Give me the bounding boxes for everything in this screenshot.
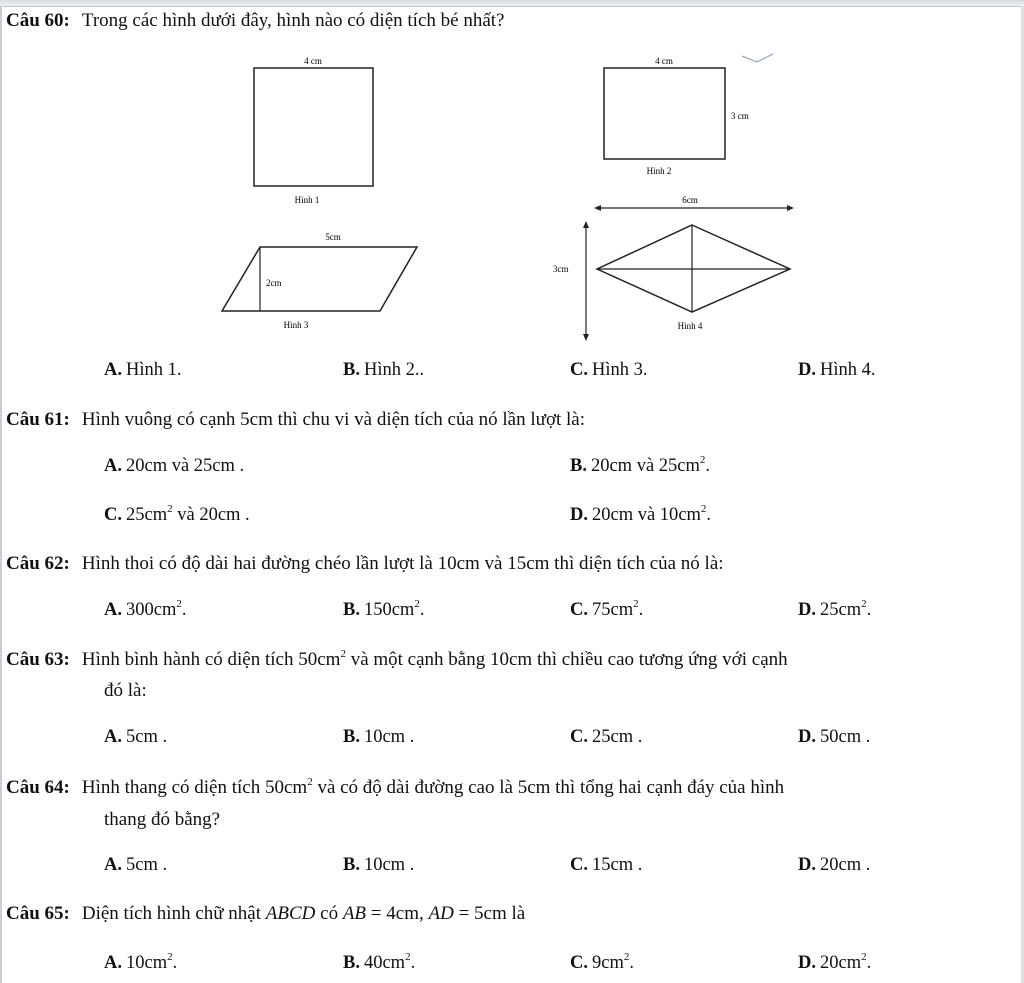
equation-ab: = 4cm, <box>366 903 429 924</box>
option-letter: C. <box>570 600 588 620</box>
rectangle-name: ABCD <box>265 903 316 924</box>
question-number: Câu 62: <box>6 553 70 574</box>
option-superscript: 2 <box>861 598 867 610</box>
option-letter: C. <box>570 727 588 747</box>
figure-2-top-label: 4 cm <box>655 56 673 66</box>
option-text: 20cm và 10 <box>592 505 679 525</box>
option-letter: A. <box>104 600 122 620</box>
option-letter: D. <box>798 360 816 380</box>
question-number: Câu 63: <box>6 649 70 670</box>
q65-option-b[interactable] <box>343 953 415 974</box>
q65-option-c[interactable] <box>570 953 634 974</box>
figure-3-height-label: 2cm <box>266 278 282 288</box>
q65-option-d[interactable] <box>798 953 871 974</box>
question-62 <box>6 553 724 575</box>
q61-option-b[interactable] <box>570 456 710 477</box>
option-suffix: . <box>866 953 872 973</box>
q64-option-d[interactable] <box>798 855 870 876</box>
q60-option-a[interactable] <box>104 360 182 381</box>
q61-option-c[interactable] <box>104 505 250 526</box>
option-text: Hình 4. <box>820 360 876 380</box>
option-letter: B. <box>343 855 360 875</box>
option-letter: A. <box>104 360 122 380</box>
question-number: Câu 65: <box>6 903 70 924</box>
option-superscript: 2 <box>623 951 630 963</box>
question-60 <box>6 10 504 32</box>
option-unit: cm <box>677 456 700 476</box>
option-superscript: 2 <box>167 951 173 963</box>
option-suffix: . <box>172 953 178 973</box>
question-number: Câu 61: <box>6 409 70 430</box>
question-superscript: 2 <box>340 648 346 660</box>
option-letter: A. <box>104 953 122 973</box>
option-text: 20cm . <box>820 855 871 875</box>
option-superscript: 2 <box>405 951 411 963</box>
figure-1-caption: Hình 1 <box>294 195 320 205</box>
option-text: 9cm <box>592 953 624 973</box>
q60-option-c[interactable] <box>570 360 648 381</box>
option-text: 20cm và 25 <box>590 456 678 476</box>
option-text: 5cm . <box>126 855 168 875</box>
option-text: 40cm <box>363 953 406 973</box>
option-text: 20cm <box>820 953 862 973</box>
q60-option-b[interactable] <box>343 360 424 381</box>
option-text: 150cm <box>363 600 415 620</box>
option-superscript: 2 <box>414 598 420 610</box>
option-letter: C. <box>570 360 588 380</box>
option-letter: D. <box>798 953 816 973</box>
q64-option-b[interactable] <box>343 855 414 876</box>
chevron-down-icon <box>742 54 773 62</box>
option-suffix: . <box>410 953 416 973</box>
question-superscript: 2 <box>307 776 313 788</box>
q64-option-a[interactable] <box>104 855 167 876</box>
option-suffix: và 20cm . <box>172 505 250 525</box>
option-superscript: 2 <box>861 951 867 963</box>
option-letter: B. <box>343 727 360 747</box>
question-text-continued: và một cạnh bằng 10cm thì chiều cao tương ứng với cạnh <box>345 649 788 670</box>
segment-ad: AD <box>428 903 454 924</box>
q64-option-c[interactable] <box>570 855 642 876</box>
option-unit: cm <box>678 505 701 525</box>
option-unit: cm <box>144 505 168 525</box>
q63-option-b[interactable] <box>343 727 414 748</box>
option-superscript: 2 <box>176 598 182 610</box>
question-number: Câu 64: <box>6 777 70 798</box>
question-text-mid: có <box>315 903 343 924</box>
q63-option-d[interactable] <box>798 727 870 748</box>
option-text: Hình 3. <box>592 360 648 380</box>
question-text: Hình bình hành có diện tích 50cm <box>81 649 341 670</box>
question-64-line-2: thang đó bằng? <box>104 809 221 830</box>
q63-option-a[interactable] <box>104 727 167 748</box>
window-top-bar <box>0 0 1024 7</box>
question-63-line-2: đó là: <box>104 680 147 701</box>
figure-3-parallelogram <box>222 232 417 330</box>
option-text: 10cm . <box>363 855 415 875</box>
q62-option-a[interactable] <box>104 600 186 621</box>
q62-option-c[interactable] <box>570 600 643 621</box>
question-text-end: là <box>506 903 526 924</box>
option-letter: D. <box>798 855 816 875</box>
option-text: 15cm . <box>592 855 643 875</box>
figure-1-square <box>254 56 373 205</box>
option-letter: B. <box>343 600 360 620</box>
option-superscript: 2 <box>700 503 707 515</box>
figure-4-left-label: 3cm <box>553 264 569 274</box>
q62-option-b[interactable] <box>343 600 424 621</box>
q62-option-d[interactable] <box>798 600 871 621</box>
question-61 <box>6 409 585 431</box>
q61-option-a[interactable] <box>104 456 244 477</box>
option-text: 10cm <box>126 953 168 973</box>
segment-ab: AB <box>342 903 367 924</box>
option-superscript: 2 <box>633 598 639 610</box>
equation-ad: = 5cm <box>453 903 507 924</box>
option-letter: D. <box>798 727 816 747</box>
option-letter: A. <box>104 855 122 875</box>
figure-2-right-label: 3 cm <box>731 111 749 121</box>
option-letter: B. <box>343 360 360 380</box>
option-text: Hình 2.. <box>363 360 425 380</box>
question-63 <box>6 649 788 671</box>
question-number: Câu 60: <box>6 10 70 31</box>
option-suffix: . <box>419 600 425 620</box>
option-text: Hình 1. <box>126 360 182 380</box>
option-superscript: 2 <box>167 503 173 515</box>
q61-option-d[interactable] <box>570 505 711 526</box>
option-letter: C. <box>104 505 122 525</box>
question-text: Diện tích hình chữ nhật <box>81 903 266 924</box>
question-text: Hình vuông có cạnh 5cm thì chu vi và diện tích của nó lần lượt là: <box>81 409 586 430</box>
option-text: 25cm . <box>592 727 643 747</box>
q60-option-d[interactable] <box>798 360 876 381</box>
option-letter: C. <box>570 855 588 875</box>
option-text: 25cm <box>820 600 862 620</box>
figure-4-caption: Hình 4 <box>677 321 703 331</box>
question-text-continued: và có độ dài đường cao là 5cm thì tổng hai cạnh đáy của hình <box>312 777 785 798</box>
option-text: 10cm . <box>363 727 415 747</box>
option-letter: D. <box>798 600 816 620</box>
q63-option-c[interactable] <box>570 727 642 748</box>
figure-3-top-label: 5cm <box>325 232 341 242</box>
option-suffix: . <box>181 600 187 620</box>
option-text: 75cm <box>592 600 634 620</box>
option-text: 5cm . <box>126 727 168 747</box>
q65-option-a[interactable] <box>104 953 177 974</box>
question-text: Hình thoi có độ dài hai đường chéo lần lượt là 10cm và 15cm thì diện tích của nó là: <box>81 553 724 574</box>
option-text: 25 <box>126 505 145 525</box>
option-text: 300cm <box>126 600 177 620</box>
figure-4-rhombus <box>553 195 794 341</box>
option-suffix: . <box>705 456 711 476</box>
option-letter: D. <box>570 505 588 525</box>
figure-1-side-label: 4 cm <box>304 56 322 66</box>
option-suffix: . <box>638 600 644 620</box>
option-suffix: . <box>629 953 634 973</box>
figure-2-caption: Hình 2 <box>646 166 672 176</box>
question-60-figures <box>0 40 1024 390</box>
figure-2-rectangle <box>604 56 749 176</box>
option-letter: B. <box>343 953 360 973</box>
question-text: Hình thang có diện tích 50cm <box>81 777 308 798</box>
option-letter: C. <box>570 953 588 973</box>
question-64 <box>6 777 784 799</box>
option-letter: B. <box>570 456 587 476</box>
option-suffix: . <box>706 505 712 525</box>
option-text: 20cm và 25cm . <box>126 456 245 476</box>
question-text: Trong các hình dưới đây, hình nào có diện tích bé nhất? <box>81 10 505 31</box>
option-suffix: . <box>866 600 872 620</box>
option-letter: A. <box>104 456 122 476</box>
option-letter: A. <box>104 727 122 747</box>
option-superscript: 2 <box>699 454 706 466</box>
figure-3-caption: Hình 3 <box>283 320 309 330</box>
option-text: 50cm . <box>820 727 871 747</box>
figure-4-top-label: 6cm <box>682 195 698 205</box>
question-65 <box>6 903 525 925</box>
